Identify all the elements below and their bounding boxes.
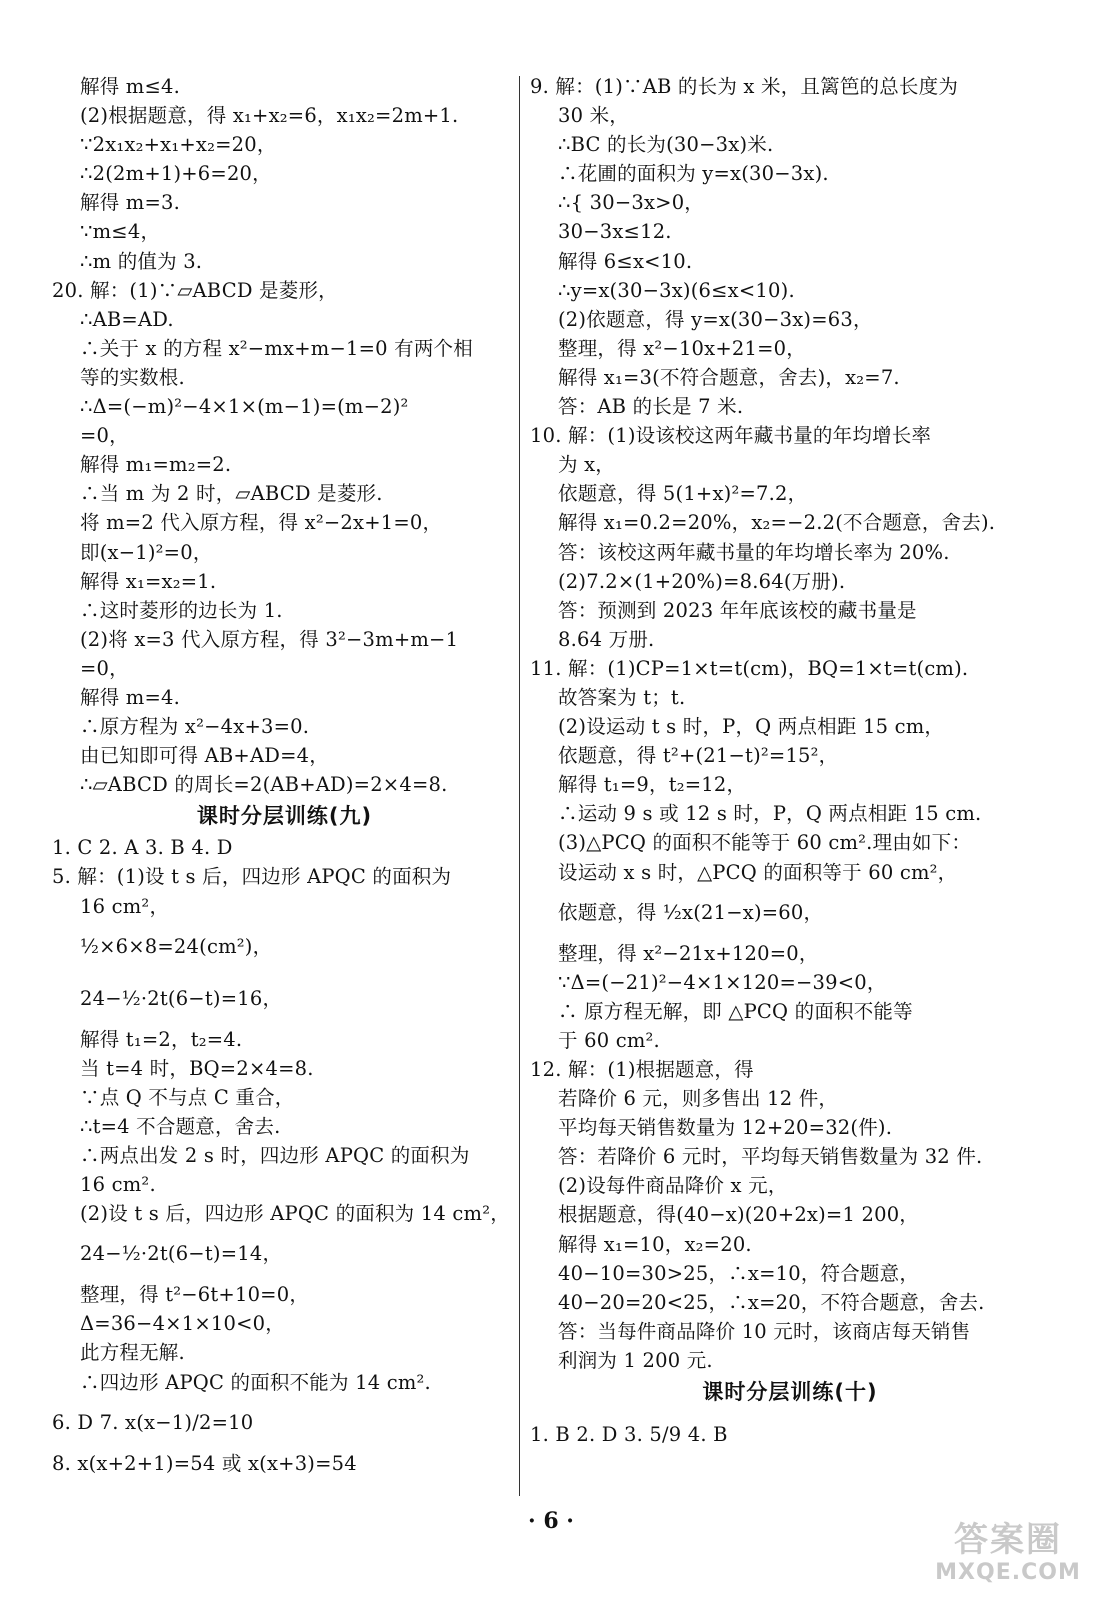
text-line: 8. x(x+2+1)=54 或 x(x+3)=54 [52,1451,357,1475]
text-line: 答：预测到 2023 年年底该校的藏书量是 [558,598,917,622]
text-line: 解得 x₁=3(不符合题意，舍去)，x₂=7. [558,365,900,389]
watermark-line2: MXQE.COM [935,1560,1081,1585]
watermark-line1: 答案圈 [954,1520,1062,1560]
text-line: 等的实数根. [80,365,185,389]
text-line: ½×6×8=24(cm²)， [80,934,273,958]
text-line: 此方程无解. [80,1341,185,1365]
text-line: (2)7.2×(1+20%)=8.64(万册). [558,569,846,593]
text-line: 即(x−1)²=0， [80,540,213,564]
text-line: (2)将 x=3 代入原方程，得 3²−3m+m−1 [80,627,459,651]
text-line: ∴Δ=(−m)²−4×1×(m−1)=(m−2)² [80,395,409,419]
text-line: 30 米， [558,104,630,128]
text-line: (3)△PCQ 的面积不能等于 60 cm².理由如下： [558,831,972,855]
text-line: 20. 解：(1)∵▱ABCD 是菱形， [52,278,338,302]
text-line: 40−20=20<25，∴x=20，不符合题意，舍去. [558,1290,985,1314]
text-line: 答：当每件商品降价 10 元时，该商店每天销售 [558,1319,971,1343]
text-line: 依题意，得 5(1+x)²=7.2， [558,482,808,506]
text-line: 解得 t₁=2，t₂=4. [80,1027,243,1051]
text-line: 答：若降价 6 元时，平均每天销售数量为 32 件. [558,1145,983,1169]
text-line: 当 t=4 时，BQ=2×4=8. [80,1056,314,1080]
text-line: (2)依题意，得 y=x(30−3x)=63， [558,307,873,331]
text-line: 24−½·2t(6−t)=16， [80,986,283,1010]
watermark-logo [928,1520,1088,1590]
text-line: ∴花圃的面积为 y=x(30−3x). [558,162,829,186]
text-line: ∴y=x(30−3x)(6≤x<10). [558,278,795,302]
text-line: 整理，得 t²−6t+10=0， [80,1283,310,1307]
text-line: 解得 x₁=0.2=20%，x₂=−2.2(不合题意，舍去). [558,511,996,535]
text-line: 解得 t₁=9，t₂=12， [558,773,747,797]
text-line: 6. D 7. x(x−1)/2=10 [52,1410,254,1434]
text-line: ∵m≤4， [80,220,161,244]
text-line: 解得 m₁=m₂=2. [80,453,232,477]
text-line: =0， [80,656,129,680]
text-line: 40−10=30>25，∴x=10，符合题意， [558,1261,920,1285]
text-line: 解得 x₁=10，x₂=20. [558,1232,752,1256]
text-line: 12. 解：(1)根据题意，得 [530,1058,754,1081]
text-line: 解得 m=3. [80,191,181,215]
text-line: ∴关于 x 的方程 x²−mx+m−1=0 有两个相 [80,336,473,360]
text-line: 16 cm²， [80,894,170,918]
text-line: 1. C 2. A 3. B 4. D [52,836,233,860]
text-line: (2)设运动 t s 时，P，Q 两点相距 15 cm， [558,715,945,739]
text-line: (2)设 t s 后，四边形 APQC 的面积为 14 cm²， [80,1202,510,1226]
text-line: 9. 解：(1)∵AB 的长为 x 米，且篱笆的总长度为 [530,75,959,98]
text-line: 整理，得 x²−10x+21=0， [558,336,806,360]
text-line: 答：该校这两年藏书量的年均增长率为 20%. [558,540,950,564]
text-line: ∴2(2m+1)+6=20， [80,162,272,186]
right-column [530,72,1050,1461]
text-line: ∴当 m 为 2 时，▱ABCD 是菱形. [80,482,383,506]
text-line: 平均每天销售数量为 12+20=32(件). [558,1116,893,1140]
text-line: Δ=36−4×1×10<0， [80,1312,285,1336]
text-line: 利润为 1 200 元. [558,1348,713,1372]
text-line: ∵点 Q 不与点 C 重合， [80,1085,295,1109]
text-line: 30−3x≤12. [558,220,672,244]
section-title: 课时分层训练(十) [702,1380,878,1405]
text-line: ∴原方程为 x²−4x+3=0. [80,715,310,739]
text-line: 设运动 x s 时，△PCQ 的面积等于 60 cm²， [558,860,958,884]
text-line: 10. 解：(1)设该校这两年藏书量的年均增长率 [530,424,932,448]
text-line: 8.64 万册. [558,627,655,651]
text-line: 将 m=2 代入原方程，得 x²−2x+1=0， [80,511,443,535]
text-line: ∵Δ=(−21)²−4×1×120=−39<0， [558,970,887,994]
text-line: ∴ 原方程无解，即 △PCQ 的面积不能等 [558,999,913,1023]
text-line: ∴AB=AD. [80,307,174,331]
text-line: 依题意，得 t²+(21−t)²=15²， [558,744,839,768]
text-line: ∵2x₁x₂+x₁+x₂=20， [80,133,277,157]
text-line: =0， [80,424,129,448]
text-line: 解得 6≤x<10. [558,249,693,273]
text-line: 16 cm². [80,1173,156,1197]
column-divider [519,76,520,1496]
text-line: 于 60 cm². [558,1028,660,1052]
text-line: 由已知即可得 AB+AD=4， [80,744,329,768]
text-line: 答：AB 的长是 7 米. [558,395,744,419]
text-line: (2)根据题意，得 x₁+x₂=6，x₁x₂=2m+1. [80,104,459,128]
text-line: 若降价 6 元，则多售出 12 件， [558,1087,839,1111]
text-line: 故答案为 t；t. [558,685,686,709]
text-line: 依题意，得 ½x(21−x)=60， [558,900,824,924]
section-title: 课时分层训练(九) [196,804,373,829]
text-line: ∴这时菱形的边长为 1. [80,598,283,622]
text-line: 11. 解：(1)CP=1×t=t(cm)，BQ=1×t=t(cm). [530,656,969,680]
text-line: 5. 解：(1)设 t s 后，四边形 APQC 的面积为 [52,865,452,889]
text-line: ∴{ 30−3x>0， [558,191,705,215]
text-line: 1. B 2. D 3. 5/9 4. B [530,1423,728,1447]
text-line: (2)设每件商品降价 x 元， [558,1174,788,1198]
left-column [52,72,517,1478]
text-line: 根据题意，得(40−x)(20+2x)=1 200， [558,1203,919,1227]
text-line: 解得 m≤4. [80,75,181,98]
text-line: ∴运动 9 s 或 12 s 时，P，Q 两点相距 15 cm. [558,802,982,826]
text-line: ∴m 的值为 3. [80,249,203,273]
text-line: ∴BC 的长为(30−3x)米. [558,133,774,157]
text-line: ∴▱ABCD 的周长=2(AB+AD)=2×4=8. [80,773,448,797]
text-line: 为 x， [558,453,615,477]
text-line: 整理，得 x²−21x+120=0， [558,941,819,965]
page-number: · 6 · [528,1508,574,1534]
text-line: ∴t=4 不合题意，舍去. [80,1114,281,1138]
text-line: ∴四边形 APQC 的面积不能为 14 cm². [80,1370,431,1394]
text-line: ∴两点出发 2 s 时，四边形 APQC 的面积为 [80,1144,470,1167]
text-line: 24−½·2t(6−t)=14， [80,1242,283,1266]
text-line: 解得 m=4. [80,685,181,709]
text-line: 解得 x₁=x₂=1. [80,569,217,593]
